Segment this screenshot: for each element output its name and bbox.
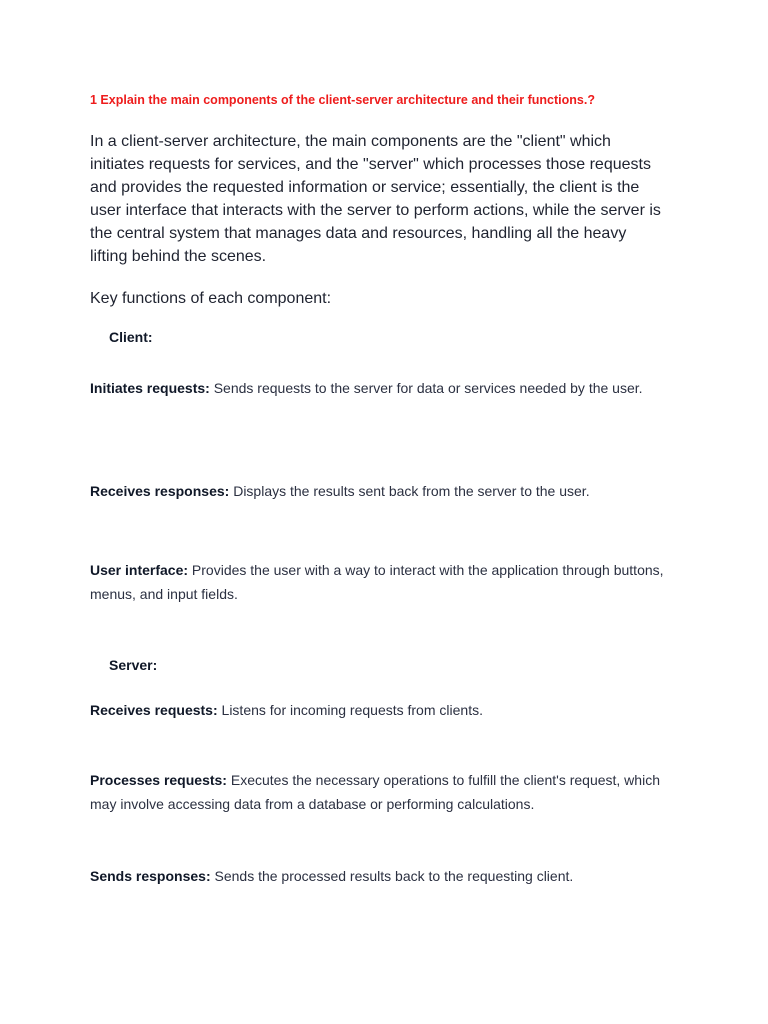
key-functions-label: Key functions of each component: <box>90 290 332 307</box>
item-term: Initiates requests: <box>90 380 210 396</box>
server-item-receives-requests <box>90 699 670 723</box>
item-text: Executes the necessary operations to fulfill the client's request, which may involve accessing data from a database or performing calculations. <box>90 772 660 812</box>
client-item-user-interface <box>90 559 670 606</box>
question-heading: 1 Explain the main components of the client-server architecture and their functions.? <box>90 93 595 107</box>
item-term: User interface: <box>90 562 189 578</box>
item-term: Processes requests: <box>90 772 227 788</box>
item-text: Sends the processed results back to the requesting client. <box>210 868 574 884</box>
intro-paragraph: In a client-server architecture, the main components are the "client" which initiates requests for services, and the "server" which processes those requests and provides the requested information or service; essentially, the client is the user interface that interacts with the server to perform actions, while the server is the central system that manages data and resources, handling all the heavy lifting behind the scenes. <box>90 133 661 265</box>
item-text: Provides the user with a way to interact with the application through buttons, menus, and input fields. <box>90 562 664 602</box>
server-heading: Server: <box>109 657 158 673</box>
client-item-receives-responses <box>90 480 670 504</box>
item-text: Sends requests to the server for data or services needed by the user. <box>209 380 643 396</box>
item-term: Receives responses: <box>90 483 230 499</box>
item-text: Listens for incoming requests from clients. <box>217 702 483 718</box>
item-term: Sends responses: <box>90 868 211 884</box>
server-item-processes-requests <box>90 769 670 816</box>
item-term: Receives requests: <box>90 702 218 718</box>
client-item-initiates-requests <box>90 377 670 401</box>
client-heading: Client: <box>109 329 153 345</box>
server-item-sends-responses <box>90 865 670 889</box>
item-text: Displays the results sent back from the server to the user. <box>229 483 590 499</box>
